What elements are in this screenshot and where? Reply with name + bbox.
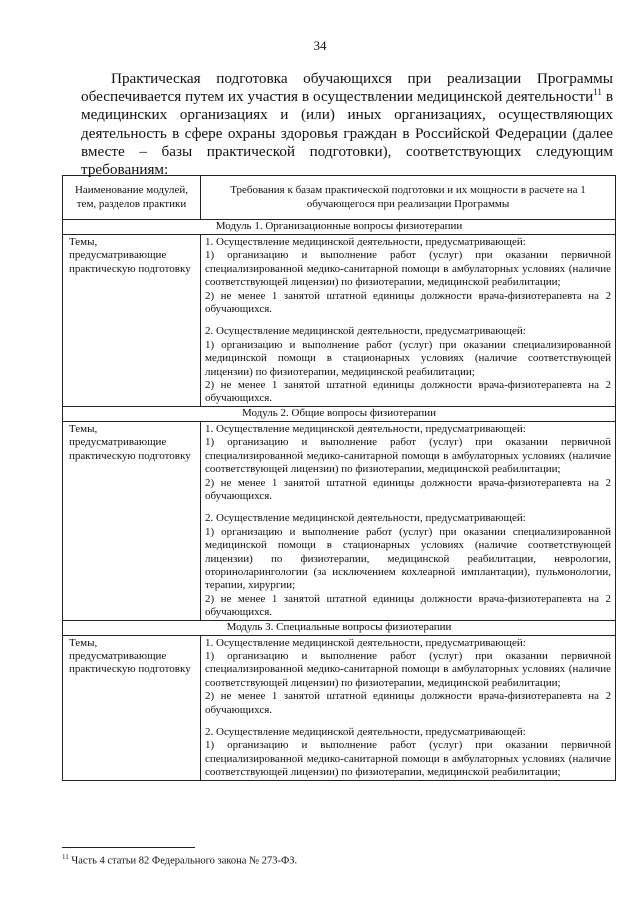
block-spacer [205,503,611,512]
requirement-heading: 2. Осуществление медицинской деятельности, предусматривающей: [205,726,526,738]
block-spacer [205,717,611,726]
requirement-item: 1) организацию и выполнение работ (услуг) при оказании первичной специализированной медико-санитарной помощи в амбулаторных условиях (наличие соответствующей лицензии) по физиотерапии, медицинской реабилитации; [205,249,611,289]
header-modules-column: Наименование модулей, тем, разделов практики [63,176,201,220]
requirement-item: 1) организацию и выполнение работ (услуг) при оказании специализированной медицинской помощи в стационарных условиях (наличие соответствующей лицензии) по физиотерапии, медицинской реабилитации, неврологии, оториноларингологии (за исключением кохлеарной имплантации), пульмонологии, терапии, хирургии; [205,525,611,592]
module-content-row [63,635,616,780]
requirement-heading: 1. Осуществление медицинской деятельности, предусматривающей: [205,236,526,248]
requirements-cell [201,421,616,620]
requirement-item: 2) не менее 1 занятой штатной единицы должности врача-физиотерапевта на 2 обучающихся. [205,379,611,405]
requirement-block [205,726,611,780]
requirements-cell [201,635,616,780]
requirement-block [205,512,611,619]
module-title: Модуль 3. Специальные вопросы физиотерапии [63,620,616,635]
requirement-item: 2) не менее 1 занятой штатной единицы должности врача-физиотерапевта на 2 обучающихся. [205,592,611,619]
table-clip-area [0,175,640,835]
requirement-heading: 2. Осуществление медицинской деятельности, предусматривающей: [205,512,526,525]
intro-text-end: в медицинских организациях и (или) иных организациях, осуществляющих деятельность в сфере охраны здоровья граждан в Российской Федерации (далее вместе – базы практической подготовки), соответствующих следующим требованиям: [81,88,613,179]
page-number: 34 [313,38,327,53]
requirement-item: 2) не менее 1 занятой штатной единицы должности врача-физиотерапевта на 2 обучающихся. [205,690,611,716]
requirements-table [62,175,616,781]
footnote-reference[interactable]: 11 [593,87,602,98]
requirement-heading: 1. Осуществление медицинской деятельности, предусматривающей: [205,422,526,435]
requirement-item: 2) не менее 1 занятой штатной единицы должности врача-физиотерапевта на 2 обучающихся. [205,476,611,502]
footnote-text: Часть 4 статьи 82 Федерального закона № 273-ФЗ. [68,855,298,867]
requirement-block [205,325,611,405]
requirement-item: 1) организацию и выполнение работ (услуг) при оказании первичной специализированной медико-санитарной помощи в амбулаторных условиях (наличие соответствующей лицензии) по физиотерапии, медицинской реабилитации; [205,739,611,779]
module-title: Модуль 1. Организационные вопросы физиотерапии [63,220,616,235]
requirement-item: 1) организацию и выполнение работ (услуг) при оказании первичной специализированной медико-санитарной помощи в амбулаторных условиях (наличие соответствующей лицензии) по физиотерапии, медицинской реабилитации; [205,649,611,689]
topic-cell: Темы, предусматривающие практическую подготовку [63,421,201,620]
requirement-block [205,236,611,316]
module-title-row [63,620,616,635]
intro-paragraph [81,70,613,179]
footnote-number: 11 [62,853,69,861]
table-header-row [63,176,616,220]
intro-text-start: Практическая подготовка обучающихся при реализации Программы обеспечивается путем их участия в осуществлении медицинской деятельности [81,70,613,106]
requirement-block [205,637,611,717]
requirement-item: 2) не менее 1 занятой штатной единицы должности врача-физиотерапевта на 2 обучающихся. [205,289,611,316]
module-content-row [63,421,616,620]
requirement-item: 1) организацию и выполнение работ (услуг) при оказании специализированной медицинской помощи в стационарных условиях (наличие соответствующей лицензии) по физиотерапии, медицинской реабилитации; [205,338,611,378]
module-title-row [63,406,616,421]
requirement-block [205,423,611,503]
requirements-cell [201,235,616,407]
module-title-row [63,220,616,235]
module-content-row [63,235,616,407]
topic-cell: Темы, предусматривающие практическую подготовку [63,235,201,407]
requirement-item: 1) организацию и выполнение работ (услуг) при оказании первичной специализированной медико-санитарной помощи в амбулаторных условиях (наличие соответствующей лицензии) по физиотерапии, медицинской реабилитации; [205,436,611,476]
header-requirements-column: Требования к базам практической подготовки и их мощности в расчете на 1 обучающегося при реализации Программы [201,176,616,220]
requirement-heading: 1. Осуществление медицинской деятельности, предусматривающей: [205,636,526,649]
module-title: Модуль 2. Общие вопросы физиотерапии [63,406,616,421]
footnote [62,853,297,867]
topic-cell: Темы, предусматривающие практическую подготовку [63,635,201,780]
block-spacer [205,316,611,325]
footnote-divider [62,847,195,848]
requirement-heading: 2. Осуществление медицинской деятельности, предусматривающей: [205,325,526,338]
